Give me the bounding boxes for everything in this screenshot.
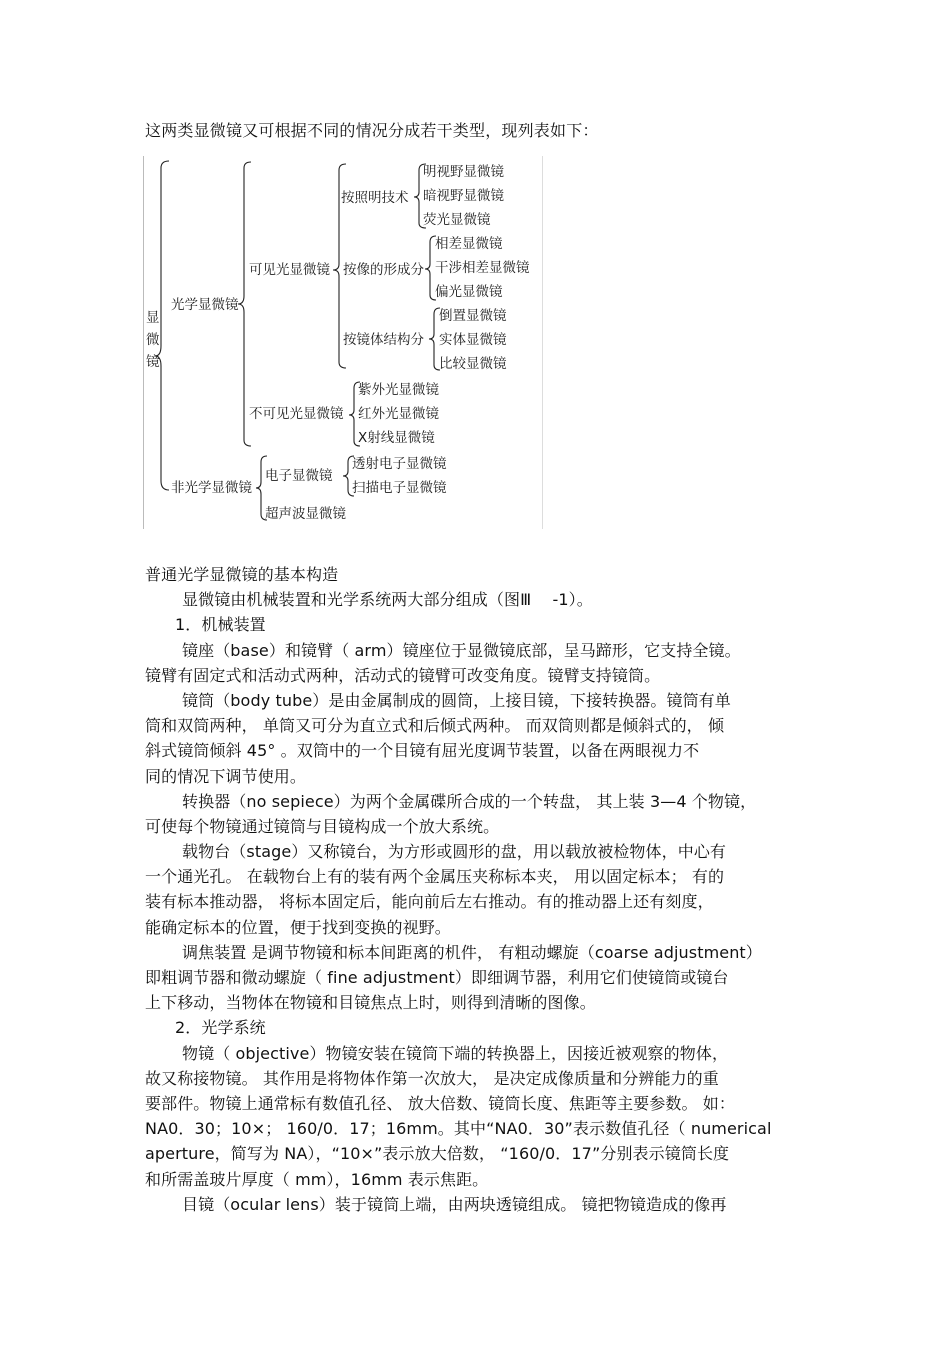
diagram-electron: 电子显微镜 — [265, 468, 333, 484]
diagram-root-char-2: 微 — [146, 332, 160, 348]
diagram-struct-group: 按镜体结构分 — [343, 332, 424, 348]
paragraph-line: 和所需盖玻片厚度（ mm），16mm 表示焦距。 — [145, 1169, 489, 1189]
paragraph-line: 载物台（stage）又称镜台，为方形或圆形的盘，用以载放被检物体，中心有 — [182, 842, 727, 862]
diagram-illum-item: 荧光显微镜 — [423, 212, 491, 228]
paragraph-line: aperture，简写为 NA），“10×”表示放大倍数， “160/0．17”分别表示镜筒长度 — [145, 1144, 730, 1164]
paragraph-line: 物镜（ objective）物镜安装在镜筒下端的转换器上，因接近被观察的物体， — [182, 1043, 729, 1063]
microscope-classification-diagram — [143, 156, 543, 529]
paragraph-line: 能确定标本的位置，便于找到变换的视野。 — [145, 917, 451, 937]
subsection-heading: 2．光学系统 — [175, 1018, 266, 1038]
paragraph-line: 镜臂有固定式和活动式两种，活动式的镜臂可改变角度。镜臂支持镜筒。 — [145, 665, 661, 685]
paragraph-line: 调焦装置 是调节物镜和标本间距离的机件， 有粗动螺旋（coarse adjustment） — [182, 942, 762, 962]
diagram-electron-item: 透射电子显微镜 — [352, 456, 447, 472]
paragraph-line: 斜式镜筒倾斜 45° 。双筒中的一个目镜有屈光度调节装置，以备在两眼视力不 — [145, 741, 700, 761]
diagram-image-item: 相差显微镜 — [435, 236, 503, 252]
paragraph-line: 上下移动，当物体在物镜和目镜焦点上时，则得到清晰的图像。 — [145, 993, 596, 1013]
diagram-image-group: 按像的形成分 — [343, 262, 424, 278]
document-body — [145, 562, 815, 1217]
diagram-image-item: 偏光显微镜 — [435, 284, 503, 300]
paragraph-line: 装有标本推动器， 将标本固定后，能向前后左右推动。有的推动器上还有刻度， — [145, 892, 714, 912]
diagram-invisible-item: 红外光显微镜 — [358, 406, 439, 422]
paragraph-line: 故又称接物镜。 其作用是将物体作第一次放大， 是决定成像质量和分辨能力的重 — [145, 1068, 719, 1088]
paragraph-line: 同的情况下调节使用。 — [145, 766, 307, 786]
subsection-heading: 1．机械装置 — [175, 615, 266, 635]
diagram-struct-item: 倒置显微镜 — [439, 308, 507, 324]
diagram-struct-item: 实体显微镜 — [439, 332, 507, 348]
paragraph-line: 转换器（no sepiece）为两个金属碟所合成的一个转盘， 其上装 3—4 个物镜， — [182, 791, 757, 811]
diagram-invisible-item: 紫外光显微镜 — [358, 382, 439, 398]
diagram-ultrasonic: 超声波显微镜 — [265, 506, 346, 522]
diagram-illum-group: 按照明技术 — [341, 190, 409, 206]
section-heading: 普通光学显微镜的基本构造 — [145, 565, 339, 584]
paragraph-line: 目镜（ocular lens）装于镜筒上端，由两块透镜组成。 镜把物镜造成的像再 — [182, 1194, 727, 1214]
diagram-image-item: 干涉相差显微镜 — [435, 260, 530, 276]
diagram-root-char-3: 镜 — [146, 354, 160, 370]
diagram-root-char-1: 显 — [146, 310, 160, 326]
paragraph-line: NA0．30；10×； 160/0．17；16mm。其中“NA0．30”表示数值孔径（ numerical — [145, 1119, 772, 1139]
diagram-electron-item: 扫描电子显微镜 — [352, 480, 447, 496]
diagram-visible: 可见光显微镜 — [249, 262, 330, 278]
diagram-optical: 光学显微镜 — [171, 297, 239, 313]
diagram-invisible-item: X射线显微镜 — [358, 430, 435, 446]
diagram-nonoptical: 非光学显微镜 — [171, 480, 252, 496]
paragraph-line: 可使每个物镜通过镜筒与目镜构成一个放大系统。 — [145, 816, 500, 836]
paragraph-line: 显微镜由机械装置和光学系统两大部分组成（图Ⅲ -1）。 — [182, 590, 593, 610]
paragraph-line: 筒和双筒两种， 单筒又可分为直立式和后倾式两种。 而双筒则都是倾斜式的， 倾 — [145, 716, 725, 736]
paragraph-line: 镜筒（body tube）是由金属制成的圆筒，上接目镜，下接转换器。镜筒有单 — [182, 690, 731, 710]
diagram-invisible: 不可见光显微镜 — [249, 406, 344, 422]
diagram-illum-item: 暗视野显微镜 — [423, 188, 504, 204]
paragraph-line: 要部件。物镜上通常标有数值孔径、 放大倍数、镜筒长度、焦距等主要参数。 如： — [145, 1093, 735, 1113]
diagram-struct-item: 比较显微镜 — [439, 356, 507, 372]
paragraph-line: 即粗调节器和微动螺旋（ fine adjustment）即细调节器，利用它们使镜筒或镜台 — [145, 968, 729, 987]
paragraph-line: 一个通光孔。 在载物台上有的装有两个金属压夹称标本夹， 用以固定标本； 有的 — [145, 867, 725, 887]
intro-text: 这两类显微镜又可根据不同的情况分成若干类型，现列表如下： — [145, 121, 599, 140]
paragraph-line: 镜座（base）和镜臂（ arm）镜座位于显微镜底部，呈马蹄形，它支持全镜。 — [182, 640, 741, 660]
diagram-illum-item: 明视野显微镜 — [423, 164, 504, 180]
